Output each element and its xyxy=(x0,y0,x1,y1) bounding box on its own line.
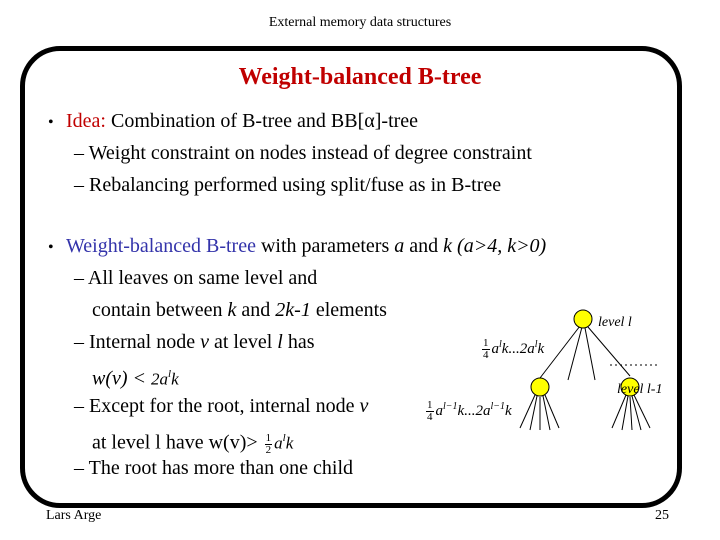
level-bottom-label: level l-1 xyxy=(617,382,663,397)
tree-node-top xyxy=(574,310,592,328)
level-top-label: level l xyxy=(598,315,632,330)
wb-sub-4: – The root has more than one child xyxy=(74,457,354,479)
param-a: a xyxy=(394,235,405,257)
math-sup: l−1 xyxy=(443,400,458,412)
edge xyxy=(630,397,632,430)
math-a: a xyxy=(435,402,443,419)
edge xyxy=(543,396,550,430)
math-k: k xyxy=(285,433,294,453)
math-sup: l−1 xyxy=(490,400,505,412)
text: at level l have w(v)> xyxy=(92,431,258,454)
edge xyxy=(545,395,559,428)
math-sup: l xyxy=(534,338,538,350)
idea-text-end: ]-tree xyxy=(374,110,419,132)
text: contain between xyxy=(92,299,228,321)
bullet-dot: • xyxy=(48,114,54,131)
text: elements xyxy=(310,299,387,321)
fraction-quarter xyxy=(426,400,434,423)
param-k: k xyxy=(443,235,453,257)
range-top xyxy=(480,338,544,361)
text: at level xyxy=(208,331,278,353)
math-k: k xyxy=(171,369,179,389)
frac-num: 1 xyxy=(427,399,433,411)
alpha-symbol: α xyxy=(364,110,375,132)
math-sup: l xyxy=(499,338,502,350)
idea-label: Idea: xyxy=(66,110,106,132)
idea-sub-1: – Weight constraint on nodes instead of degree constraint xyxy=(74,142,532,164)
edge xyxy=(520,395,535,428)
footer-author: Lars Arge xyxy=(46,508,102,523)
math-a: a xyxy=(491,340,499,357)
edge xyxy=(588,327,630,376)
fraction-quarter xyxy=(482,338,490,361)
math-sup-l: l xyxy=(282,432,286,444)
math-2a: 2a xyxy=(151,369,169,389)
param-cond: (a>4, k>0) xyxy=(452,235,547,257)
idea-text: Combination of B-tree and BB[ xyxy=(110,110,365,132)
wb-sub-1: – All leaves on same level and xyxy=(74,267,318,289)
wbtree-and: and xyxy=(404,235,444,257)
idea-sub-2: – Rebalancing performed using split/fuse as in B-tree xyxy=(74,174,502,196)
wbtree-mid: with parameters xyxy=(255,235,395,257)
edge xyxy=(585,328,595,380)
bullet-dot: • xyxy=(48,239,54,256)
edge xyxy=(612,395,626,428)
math-wv-less: w(v) < xyxy=(92,367,147,390)
math-mid: k...2a xyxy=(457,402,491,419)
frac-den: 2 xyxy=(265,443,272,456)
edge xyxy=(530,396,537,430)
math-v: v xyxy=(200,331,209,353)
slide-title: Weight-balanced B-tree xyxy=(238,64,482,90)
range-bottom xyxy=(424,400,512,423)
edge xyxy=(540,326,580,378)
frac-den: 4 xyxy=(427,411,433,423)
math-k: k xyxy=(537,340,545,357)
edge xyxy=(568,327,582,380)
math-l: l xyxy=(277,331,283,353)
frac-num: 1 xyxy=(265,431,272,444)
math-2k-1: 2k-1 xyxy=(275,299,311,321)
math-k: k xyxy=(504,402,512,419)
math-mid: k...2a xyxy=(501,340,535,357)
text: – Except for the root, internal node xyxy=(74,395,360,417)
text: has xyxy=(282,331,315,353)
math-sup-l: l xyxy=(168,368,172,380)
frac-num: 1 xyxy=(483,337,489,349)
frac-den: 4 xyxy=(483,349,489,361)
tree-node-left xyxy=(531,378,549,396)
math-k: k xyxy=(227,299,237,321)
footer-page-number: 25 xyxy=(655,508,669,523)
text: – Internal node xyxy=(74,331,201,353)
math-v: v xyxy=(359,395,369,417)
slide-header: External memory data structures xyxy=(268,15,452,30)
math-a: a xyxy=(274,433,283,453)
text: and xyxy=(236,299,276,321)
wbtree-lead: Weight-balanced B-tree xyxy=(66,235,256,257)
